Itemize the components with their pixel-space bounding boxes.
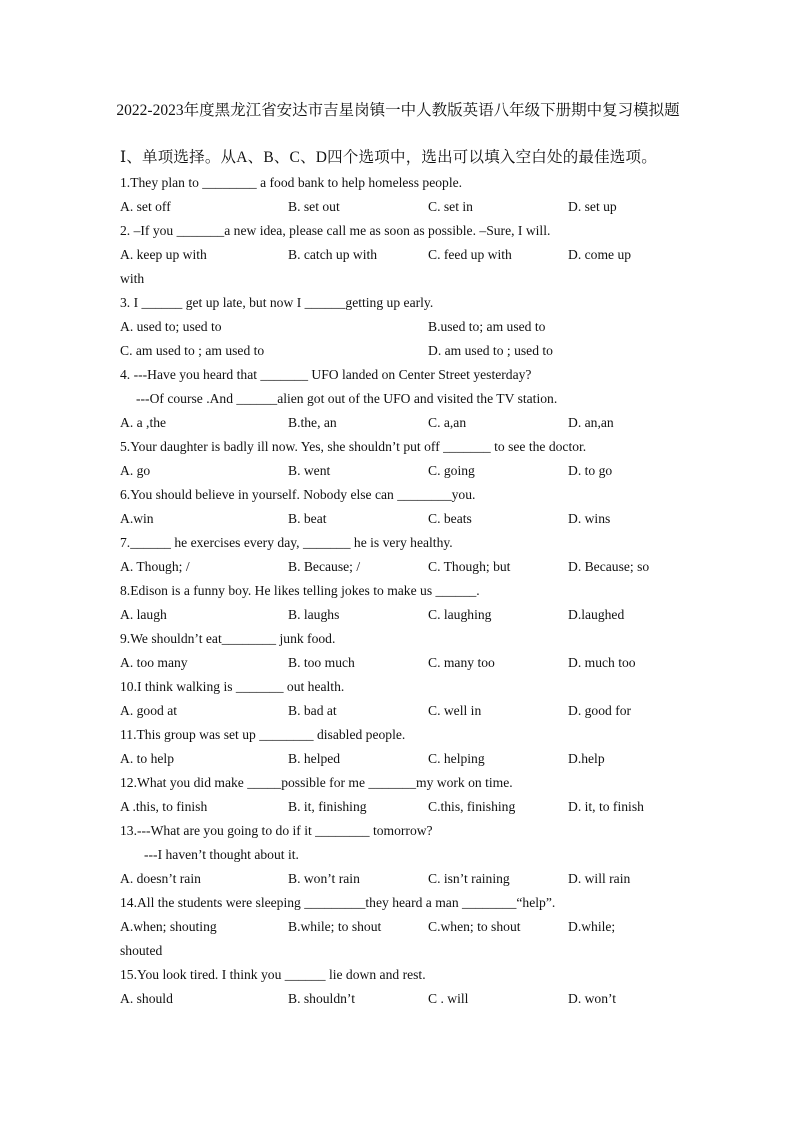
page-title: 2022-2023年度黑龙江省安达市吉星岗镇一中人教版英语八年级下册期中复习模拟题: [116, 102, 680, 119]
question-11-option-b: B. helped: [288, 751, 341, 766]
question-4-option-a: A. a ,the: [120, 415, 167, 430]
question-2-option-a: A. keep up with: [120, 247, 207, 262]
question-2-option-d-wrap: with: [120, 271, 145, 286]
question-4-option-b: B.the, an: [288, 415, 337, 430]
question-13-option-a: A. doesn’t rain: [120, 871, 201, 886]
question-14-option-a: A.when; shouting: [120, 919, 217, 934]
question-1-option-a: A. set off: [120, 199, 171, 214]
question-14-stem: 14.All the students were sleeping _________they heard a man ________“help”.: [120, 895, 556, 910]
question-8-option-b: B. laughs: [288, 607, 340, 622]
question-7-option-c: C. Though; but: [428, 559, 511, 574]
question-3-option-b: B.used to; am used to: [428, 319, 546, 334]
question-9-option-d: D. much too: [568, 655, 636, 670]
question-15-stem: 15.You look tired. I think you ______ lie down and rest.: [120, 967, 426, 982]
question-5-option-c: C. going: [428, 463, 475, 478]
question-10-option-b: B. bad at: [288, 703, 337, 718]
question-7-option-b: B. Because; /: [288, 559, 361, 574]
question-1-option-c: C. set in: [428, 199, 473, 214]
question-12-option-b: B. it, finishing: [288, 799, 367, 814]
question-5-stem: 5.Your daughter is badly ill now. Yes, she shouldn’t put off _______ to see the doctor.: [120, 439, 587, 454]
question-1-option-d: D. set up: [568, 199, 617, 214]
question-13-stem: 13.---What are you going to do if it ________ tomorrow?: [120, 823, 433, 838]
question-11-option-d: D.help: [568, 751, 605, 766]
question-7-option-a: A. Though; /: [120, 559, 190, 574]
question-4-stem: 4. ---Have you heard that _______ UFO landed on Center Street yesterday?: [120, 367, 532, 382]
question-6-option-a: A.win: [120, 511, 154, 526]
question-6-option-b: B. beat: [288, 511, 327, 526]
section-heading: Ⅰ、单项选择。从A、B、C、D四个选项中，选出可以填入空白处的最佳选项。: [120, 149, 657, 166]
question-9-option-b: B. too much: [288, 655, 355, 670]
question-3-stem: 3. I ______ get up late, but now I ______getting up early.: [120, 295, 434, 310]
question-6-option-d: D. wins: [568, 511, 611, 526]
question-13-option-b: B. won’t rain: [288, 871, 360, 886]
question-9-option-a: A. too many: [120, 655, 188, 670]
question-1-option-b: B. set out: [288, 199, 340, 214]
question-10-stem: 10.I think walking is _______ out health.: [120, 679, 345, 694]
question-2-option-b: B. catch up with: [288, 247, 378, 262]
question-11-option-c: C. helping: [428, 751, 485, 766]
question-5-option-a: A. go: [120, 463, 151, 478]
question-4-option-d: D. an,an: [568, 415, 614, 430]
question-3-option-d: D. am used to ; used to: [428, 343, 553, 358]
question-10-option-a: A. good at: [120, 703, 178, 718]
question-3-option-a: A. used to; used to: [120, 319, 222, 334]
question-14-option-d: D.while;: [568, 919, 616, 934]
question-11-stem: 11.This group was set up ________ disabled people.: [120, 727, 406, 742]
question-15-option-a: A. should: [120, 991, 173, 1006]
question-9-stem: 9.We shouldn’t eat________ junk food.: [120, 631, 336, 646]
question-1-stem: 1.They plan to ________ a food bank to help homeless people.: [120, 175, 463, 190]
question-5-option-b: B. went: [288, 463, 331, 478]
question-12-stem: 12.What you did make _____possible for me _______my work on time.: [120, 775, 513, 790]
question-2-stem: 2. –If you _______a new idea, please call me as soon as possible. –Sure, I will.: [120, 223, 551, 238]
question-13-stem-reply: ---I haven’t thought about it.: [144, 847, 299, 862]
question-11-option-a: A. to help: [120, 751, 174, 766]
question-10-option-d: D. good for: [568, 703, 632, 718]
question-7-stem: 7.______ he exercises every day, _______ he is very healthy.: [120, 535, 453, 550]
question-8-option-c: C. laughing: [428, 607, 492, 622]
question-15-option-d: D. won’t: [568, 991, 617, 1006]
question-6-option-c: C. beats: [428, 511, 472, 526]
question-5-option-d: D. to go: [568, 463, 613, 478]
question-8-stem: 8.Edison is a funny boy. He likes telling jokes to make us ______.: [120, 583, 480, 598]
question-2-option-c: C. feed up with: [428, 247, 512, 262]
question-3-option-c: C. am used to ; am used to: [120, 343, 265, 358]
question-8-option-d: D.laughed: [568, 607, 625, 622]
question-15-option-b: B. shouldn’t: [288, 991, 355, 1006]
question-7-option-d: D. Because; so: [568, 559, 650, 574]
question-14-option-c: C.when; to shout: [428, 919, 521, 934]
question-10-option-c: C. well in: [428, 703, 482, 718]
question-15-option-c: C . will: [428, 991, 469, 1006]
question-4-option-c: C. a,an: [428, 415, 467, 430]
question-13-option-c: C. isn’t raining: [428, 871, 510, 886]
question-6-stem: 6.You should believe in yourself. Nobody else can ________you.: [120, 487, 476, 502]
question-9-option-c: C. many too: [428, 655, 495, 670]
question-2-option-d: D. come up: [568, 247, 632, 262]
question-13-option-d: D. will rain: [568, 871, 631, 886]
question-4-stem-reply: ---Of course .And ______alien got out of the UFO and visited the TV station.: [136, 391, 558, 406]
question-12-option-a: A .this, to finish: [120, 799, 208, 814]
question-12-option-d: D. it, to finish: [568, 799, 644, 814]
question-8-option-a: A. laugh: [120, 607, 167, 622]
question-14-option-d-wrap: shouted: [120, 943, 163, 958]
question-14-option-b: B.while; to shout: [288, 919, 382, 934]
question-12-option-c: C.this, finishing: [428, 799, 516, 814]
